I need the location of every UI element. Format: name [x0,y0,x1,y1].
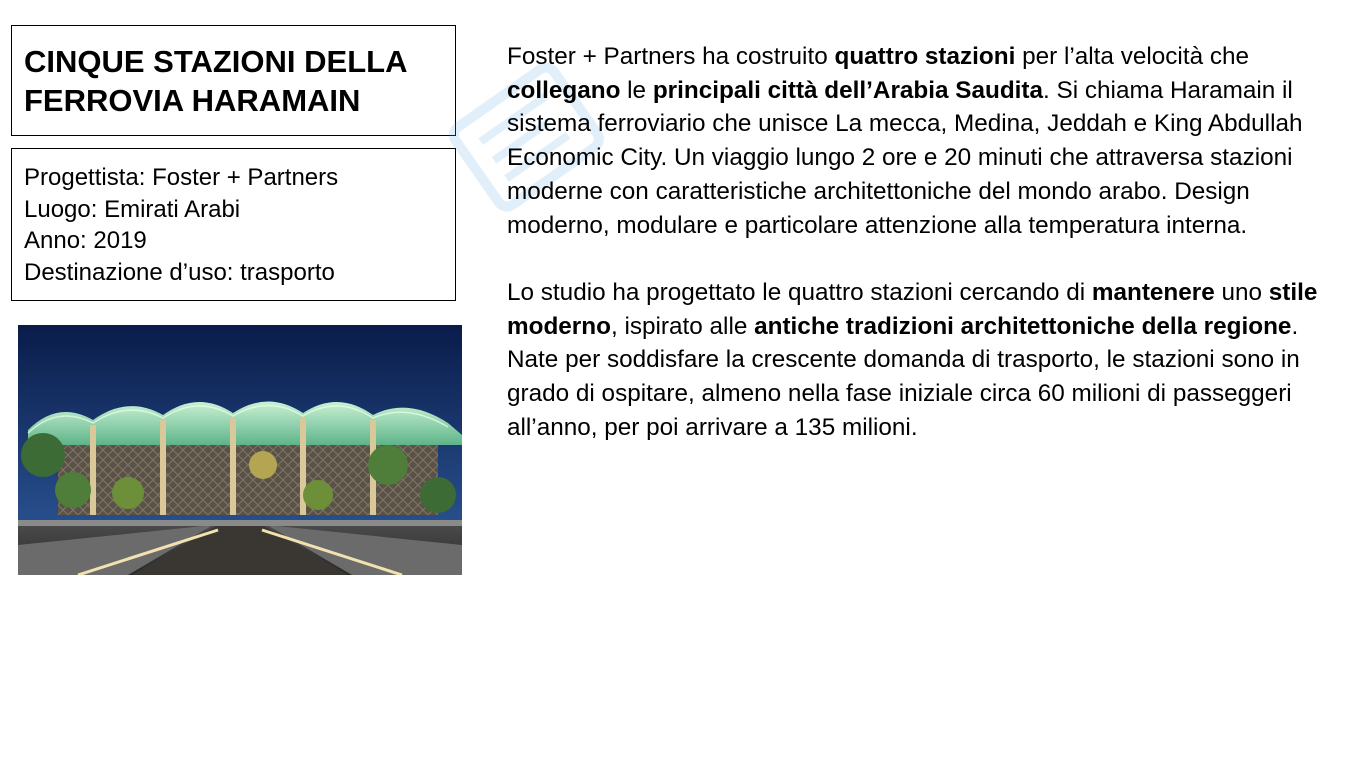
text-run: . [1291,312,1299,340]
info-designer: Progettista: Foster + Partners [24,164,339,191]
info-year: Anno: 2019 [24,227,147,254]
bold-text-run: mantenere [1091,278,1215,306]
info-location: Luogo: Emirati Arabi [24,195,241,223]
text-run: , ispirato alle [610,312,755,340]
page-title: CINQUE STAZIONI DELLA FERROVIA HARAMAIN [24,44,407,118]
text-run: Lo studio ha progettato le quattro stazioni cercando di [507,278,1092,306]
bold-text-run: stile moderno [507,278,1318,340]
description-text [507,40,1327,444]
title-box [11,25,456,136]
paragraph-2 [507,276,1327,343]
text-run: Foster + Partners ha costruito [507,43,835,70]
project-info-box [11,148,456,301]
bold-text-run: collegano [507,76,621,104]
bold-text-run: quattro stazioni [834,43,1016,70]
bold-text-run: principali città dell’Arabia Saudita [652,76,1044,104]
paragraph-1 [507,40,1327,242]
text-run: Nate per soddisfare la crescente domanda di trasporto, le stazioni sono in grado di ospitare, almeno nella fase iniziale circa 60 milioni di passeggeri all’anno, per poi arrivare a 135 milioni. [507,346,1300,441]
text-run: per l’alta velocità che [1015,43,1250,70]
bold-text-run: antiche tradizioni architettoniche della regione [754,312,1292,340]
text-run: . Si chiama Haramain il sistema ferroviario che unisce La mecca, Medina, Jeddah e King Abdullah Economic City. Un viaggio lungo 2 ore e 20 minuti che attraversa stazioni moderne con caratteristiche architettoniche del mondo arabo. Design moderno, modulare e particolare attenzione alla temperatura interna. [507,76,1303,239]
text-run: uno [1214,278,1269,306]
paragraph-3 [507,343,1327,444]
text-run: le [620,76,653,104]
paragraph-gap [507,242,1327,276]
info-use: Destinazione d’uso: trasporto [24,258,335,286]
station-photo-illustration [18,325,462,575]
station-photo [18,325,462,575]
